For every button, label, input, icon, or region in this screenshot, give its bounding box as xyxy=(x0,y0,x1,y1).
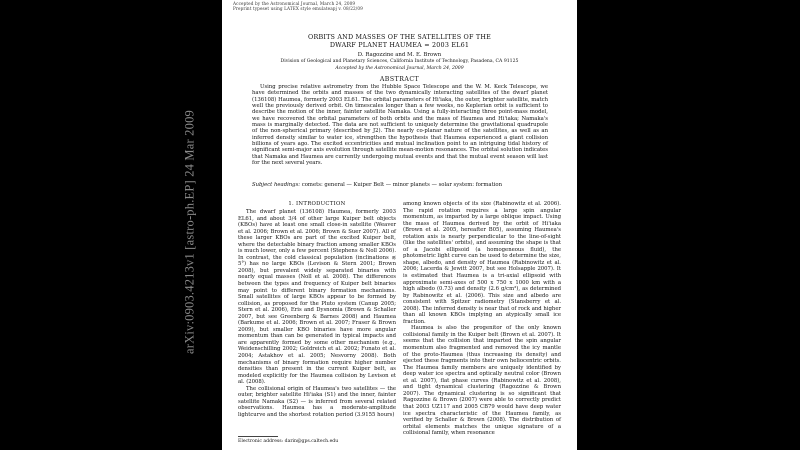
title-line-2: DWARF PLANET HAUMEA = 2003 EL61 xyxy=(329,40,470,49)
acceptance-note: Accepted by the Astronomical Journal, March 24, 2009 xyxy=(335,66,464,71)
paper-page xyxy=(222,0,577,450)
subject-headings-label: Subject headings: xyxy=(252,182,301,188)
footnote-rule xyxy=(238,436,278,437)
section-heading-introduction: 1. INTRODUCTION xyxy=(288,201,346,207)
abstract-heading: ABSTRACT xyxy=(379,76,420,83)
paper-title xyxy=(222,34,577,49)
subject-headings-text: comets: general — Kuiper Belt — minor planets — solar system: formation xyxy=(301,182,503,188)
running-header xyxy=(233,1,363,11)
subject-headings xyxy=(252,182,548,188)
authors: D. Ragozzine and M. E. Brown xyxy=(357,52,442,58)
abstract-text: Using precise relative astrometry from the Hubble Space Telescope and the W. M. Keck Telescope, we have determined the orbits and masses of the two dynamically interacting satellites of the dwarf planet (136108) Haumea, formerly 2003 EL61. The orbital parameters of Hi'iaka, the outer, brighter satellite, match well the previously derived orbit. On timescales longer than a few weeks, no Keplerian orbit is sufficient to describe the motion of the inner, fainter satellite Namaka. Using a fully-interacting three point-mass model, we have recovered the orbital parameters of both orbits and the mass of Haumea and Hi'iaka; Namaka's mass is marginally detected. The data are not sufficient to uniquely determine the gravitational quadrupole of the non-spherical primary (described by J2). The nearly co-planar nature of the satellites, as well as an inferred density similar to water ice, strengthen the hypothesis that Haumea experienced a giant collision billions of years ago. The excited eccentricities and mutual inclination point to an intriguing tidal history of significant semi-major axis evolution through satellite mean-motion resonances. The orbital solution indicates that Namaka and Haumea are currently undergoing mutual events and that the mutual event season will last for the next several years. xyxy=(252,84,548,167)
right-column xyxy=(403,201,561,437)
footnote-email: Electronic address: darin@gps.caltech.edu xyxy=(238,439,339,444)
paragraph: Haumea is also the progenitor of the only known collisional family in the Kuiper belt (Brown et al. 2007). It seems that the collision that imparted the spin angular momentum also fragmented and removed the icy mantle of the proto-Haumea (thus increasing its density) and ejected these fragments into their own heliocentric orbits. The Haumea family members are uniquely identified by deep water ice spectra and optically neutral color (Brown et al. 2007), flat phase curves (Rabinowitz et al. 2008), and tight dynamical clustering (Ragozzine & Brown 2007). The dynamical clustering is so significant that Ragozzine & Brown (2007) were able to correctly predict that 2003 UZ117 and 2005 CB79 would have deep water ice spectra characteristic of the Haumea family, as verified by Schaller & Brown (2008). The distribution of orbital elements matches the unique signature of a collisional family, when resonance xyxy=(403,325,561,437)
left-column xyxy=(238,209,396,419)
abstract xyxy=(252,84,548,166)
header-accepted-line: Accepted by the Astronomical Journal, March 24, 2009 xyxy=(233,1,356,6)
title-line-1: ORBITS AND MASSES OF THE SATELLITES OF THE xyxy=(308,33,491,41)
paragraph: The collisional origin of Haumea's two satellites — the outer, brighter satellite Hi'iaka (S1) and the inner, fainter satellite Namaka (S2) — is inferred from several related observations. Haumea has a moderate-amplitude lightcurve and the shortest rotation period (3.9155 hours) xyxy=(238,385,396,418)
arxiv-identifier: arXiv:0903.4213v1 [astro-ph.EP] 24 Mar 2009 xyxy=(182,110,197,354)
paragraph: The dwarf planet (136108) Haumea, formerly 2003 EL61, and about 3/4 of other large Kuiper belt objects (KBOs) have at least one small close-in satellite (Weaver et al. 2006; Brown et al. 2006; Brown & Suer 2007). All of these larger KBOs are part of the excited Kuiper belt, where the detectable binary fraction among smaller KBOs is much lower, only a few percent (Stephens & Noll 2006). In contrast, the cold classical population (inclinations ≲ 5°) has no large KBOs (Levison & Stern 2001; Brown 2008), but prevalent widely separated binaries with nearly equal masses (Noll et al. 2008). The differences between the types and frequency of Kuiper belt binaries may point to different binary formation mechanisms. Small satellites of large KBOs appear to be formed by collision, as proposed for the Pluto system (Canup 2005; Stern et al. 2006), Eris and Dysnomia (Brown & Schaller 2007, but see Greenberg & Barnes 2008) and Haumea (Barkume et al. 2006; Brown et al. 2007; Fraser & Brown 2009), but smaller KBO binaries have more angular momentum than can be generated in typical impacts and are apparently formed by some other mechanism (e.g., Weidenschilling 2002; Goldreich et al. 2002; Funato et al. 2004; Astakhov et al. 2005; Nesvorny 2008). Both mechanisms of binary formation require higher number densities than present in the current Kuiper belt, as modeled explicitly for the Haumea collision by Levison et al. (2008). xyxy=(238,209,396,386)
paragraph: among known objects of its size (Rabinowitz et al. 2006). The rapid rotation requires a large spin angular momentum, as imparted by a large oblique impact. Using the mass of Haumea derived by the orbit of Hi'iaka (Brown et al. 2005, hereafter B05), assuming Haumea's rotation axis is nearly perpendicular to the line-of-sight (like the satellites' orbits), and assuming the shape is that of a Jacobi ellipsoid (a homogeneous fluid), the photometric light curve can be used to determine the size, shape, albedo, and density of Haumea (Rabinowitz et al. 2006; Lacerda & Jewitt 2007, but see Holsapple 2007). It is estimated that Haumea is a tri-axial ellipsoid with approximate semi-axes of 500 x 750 x 1000 km with a high albedo (0.73) and density (2.6 g/cm³), as determined by Rabinowitz et al. (2006). This size and albedo are consistent with Spitzer radiometry (Stansberry et al. 2008). The inferred density is near that of rock and higher than all known KBOs implying an atypically small ice fraction. xyxy=(403,201,561,325)
affiliation: Division of Geological and Planetary Sciences, California Institute of Technology, Pasadena, CA 91125 xyxy=(280,59,519,64)
header-preprint-line: Preprint typeset using LATEX style emulateapj v. 08/22/09 xyxy=(233,6,363,12)
